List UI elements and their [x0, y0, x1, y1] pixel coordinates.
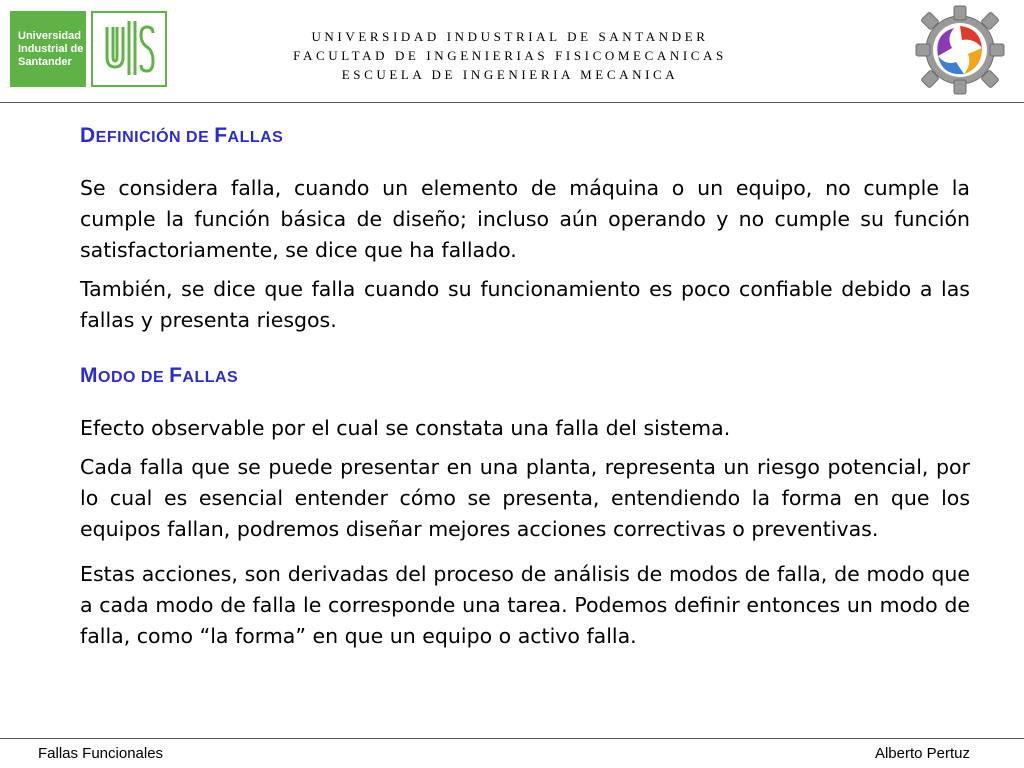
mechanical-engineering-gear-logo: [914, 4, 1006, 96]
university-logo: [10, 11, 86, 87]
paragraph: Estas acciones, son derivadas del proceso de análisis de modos de falla, de modo que a cada modo de falla le corresponde una tarea. Podemos definir entonces un modo de falla, como “la forma” en que un equipo o activo falla.: [80, 562, 970, 648]
logo-line: Santander: [18, 55, 72, 68]
paragraph: Efecto observable por el cual se constata una falla del sistema.: [80, 416, 731, 440]
logo-line: Industrial de: [18, 42, 84, 55]
institution-line: UNIVERSIDAD INDUSTRIAL DE SANTANDER: [311, 29, 709, 44]
uis-monogram-icon: [93, 13, 165, 85]
footer-author: Alberto Pertuz: [874, 745, 970, 762]
paragraph: Se considera falla, cuando un elemento de máquina o un equipo, no cumple la cumple la función básica de diseño; incluso aún operando y no cumple su función satisfactoriamente, se dice que ha fallado.: [80, 176, 970, 262]
paragraph: También, se dice que falla cuando su funcionamiento es poco confiable debido a las fallas y presenta riesgos.: [80, 277, 970, 332]
slide-content: [80, 120, 970, 652]
institution-line: ESCUELA DE INGENIERIA MECANICA: [341, 67, 679, 82]
slide-header: [0, 0, 1024, 100]
paragraph: Cada falla que se puede presentar en una planta, representa un riesgo potencial, por lo cual es esencial entender cómo se presenta, entendiendo la forma en que los equipos fallan, podremos diseñar mejores acciones correctivas o preventivas.: [80, 455, 970, 541]
footer-title: Fallas Funcionales: [38, 745, 164, 762]
institution-heading: [240, 27, 780, 84]
footer-divider: [0, 738, 1024, 739]
section-title-definicion: DEFINICIÓN DE FALLAS: [80, 124, 284, 147]
institution-line: FACULTAD DE INGENIERIAS FISICOMECANICAS: [293, 48, 727, 63]
logo-line: Universidad: [18, 29, 81, 42]
header-divider: [0, 102, 1024, 103]
section-title-modo: MODO DE FALLAS: [80, 364, 239, 387]
uis-monogram-logo: [91, 11, 167, 87]
